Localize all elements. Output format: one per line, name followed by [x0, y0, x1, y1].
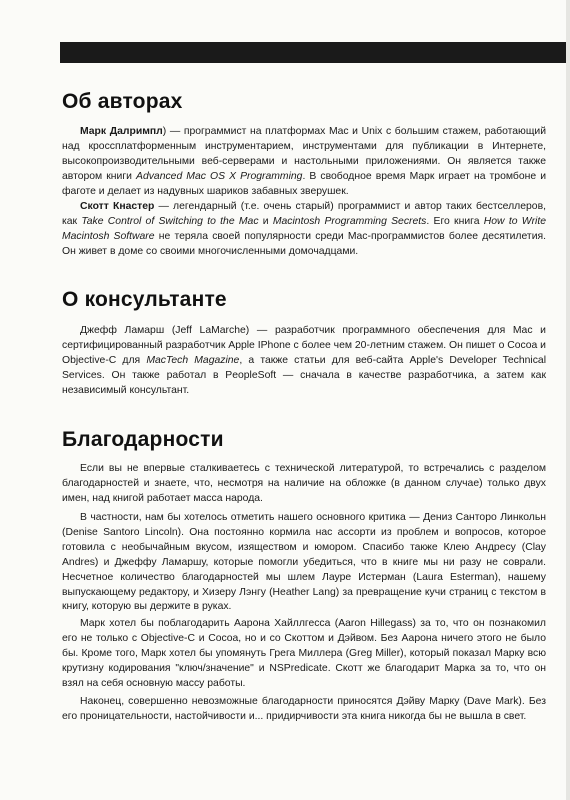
authors-paragraph-1: Марк Далримпл) — программист на платформах Mac и Unix с большим стажем, работающий над кроссплатформенным инструментарием, инструментами для публикации в Интернете, высокопроизводительными веб-серверами и настольными приложениями. Он является также автором книги Advanced Mac OS X Programming. В свободное время Марк играет на тромбоне и фаготе и делает из надувных шариков забавных зверушек.: [62, 126, 546, 197]
page-edge: [566, 0, 570, 800]
section-title-authors: Об авторах: [62, 90, 183, 113]
consultant-paragraph: Джефф Ламарш (Jeff LaMarche) — разработчик программного обеспечения для Mac и сертифицированный разработчик Apple IPhone с более чем 20-летним стажем. Он пишет о Cocoa и Objective-C для MacTech Magazine, а также статьи для веб-сайта Apple's Developer Technical Services. Он также работал в PeopleSoft — сначала в качестве разработчика, а затем как независимый консультант.: [62, 325, 546, 396]
authors-paragraph-2: Скотт Кнастер — легендарный (т.е. очень старый) программист и автор таких бестселлеров, как Take Control of Switching to the Mac и Macintosh Programming Secrets. Его книга How to Write Macintosh Software не теряла своей популярности среди Mac-программистов более десятилетия. Он живет в доме со своими многочисленными домочадцами.: [62, 201, 547, 257]
section-title-thanks: Благодарности: [62, 428, 224, 451]
thanks-paragraph-2: В частности, нам бы хотелось отметить нашего основного критика — Дениз Санторо Линкольн (Denise Santoro Lincoln). Она постоянно кормила нас ассорти из проблем и вопросов, которое готовила с необычайным вкусом, изяществом и юмором. Спасибо также Клею Андресу (Clay Andres) и Джеффу Ламаршу, которые помогли убедиться, что в книге мы ни разу не соврали. Несчетное количество благодарностей мы шлем Лауре Истерман (Laura Esterman), нашему выпускающему редактору, и Хизеру Лэнгу (Heather Lang) за превращение кучи страниц с текстом в книгу, которую вы держите в руках.: [62, 512, 546, 613]
thanks-paragraph-1: Если вы не впервые сталкиваетесь с технической литературой, то встречались с разделом благодарностей и знаете, что, несмотря на наличие на обложке (в данном случае) только двух имен, над книгой работает масса народа.: [62, 463, 546, 504]
thanks-paragraph-3: Марк хотел бы поблагодарить Аарона Хайллгесса (Aaron Hillegass) за то, что он познакомил его не только с Objective-C и Cocoa, но и со Скоттом и Дэйвом. Без Аарона ничего этого не было бы. Кроме того, Марк хотел бы упомянуть Грега Миллера (Greg Miller), который показал Марку всю крутизну кодирования "ключ/значение" и NSPredicate. Скотт же благодарит Марка за то, что он взял на себя основную массу работы.: [62, 618, 546, 689]
section-title-consultant: О консультанте: [62, 288, 227, 311]
header-bar: [60, 42, 566, 63]
thanks-paragraph-4: Наконец, совершенно невозможные благодарности приносятся Дэйву Марку (Dave Mark). Без его проницательности, настойчивости и... придирчивости эта книга никогда бы не вышла в свет.: [62, 696, 546, 722]
author-name-scott: Скотт Кнастер: [80, 201, 155, 212]
author-name-mark: Марк Далримпл: [80, 126, 163, 137]
